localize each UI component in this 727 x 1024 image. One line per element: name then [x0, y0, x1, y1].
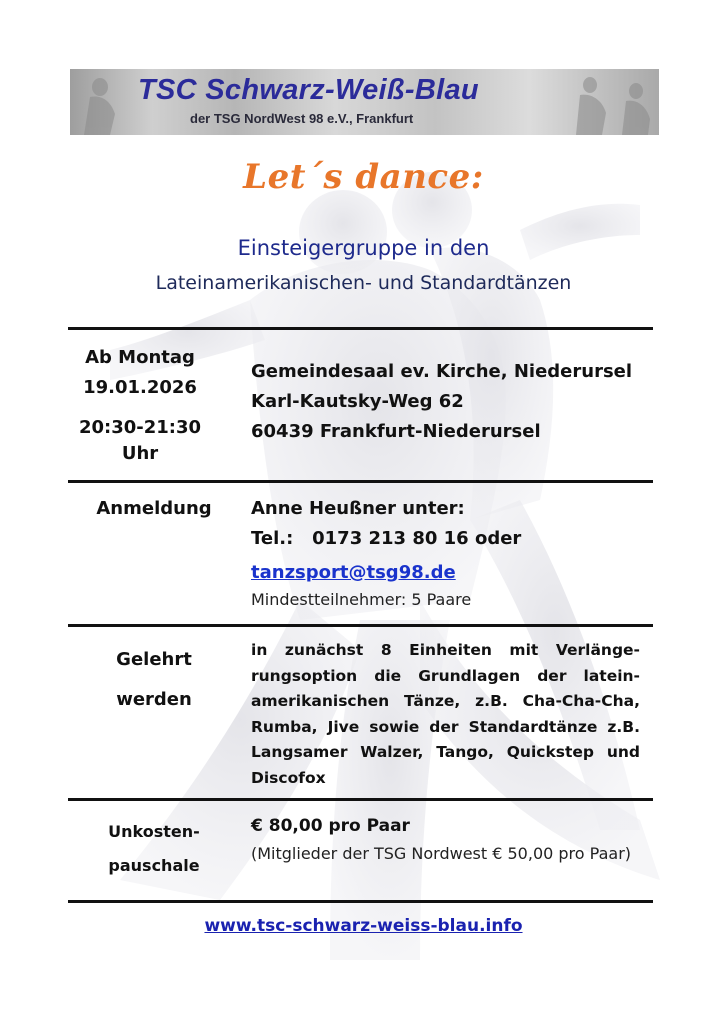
start-day: Ab Montag	[85, 347, 195, 368]
registration-label: Anmeldung	[96, 498, 212, 519]
course-title-line1: Einsteigergruppe in den	[237, 236, 490, 260]
location-city: 60439 Frankfurt-Niederursel	[251, 421, 541, 442]
start-date: 19.01.2026	[83, 377, 197, 398]
registration-details	[251, 494, 521, 612]
location-street: Karl-Kautsky-Weg 62	[251, 391, 464, 412]
time-range: 20:30-21:30	[78, 417, 202, 438]
taught-label-line1: Gelehrt	[116, 649, 192, 670]
divider	[68, 327, 653, 330]
fee-label-line2: pauschale	[108, 856, 200, 875]
member-fee-note: (Mitglieder der TSG Nordwest € 50,00 pro Paar)	[251, 844, 632, 863]
fee-label	[84, 815, 224, 883]
fee-details	[251, 811, 646, 866]
fee-price: € 80,00 pro Paar	[251, 816, 410, 836]
course-title-line2: Lateinamerikanischen- und Standardtänzen	[155, 272, 572, 294]
website-link[interactable]: www.tsc-schwarz-weiss-blau.info	[204, 916, 523, 936]
taught-label	[84, 640, 224, 720]
fee-label-line1: Unkosten-	[108, 822, 200, 841]
club-banner	[70, 69, 659, 135]
headline: Let´s dance:	[243, 157, 484, 197]
location	[251, 357, 632, 447]
schedule-label	[70, 346, 210, 466]
location-venue: Gemeindesaal ev. Kirche, Niederursel	[251, 361, 633, 382]
club-name: TSC Schwarz-Weiß-Blau	[138, 74, 479, 106]
club-affiliation: der TSG NordWest 98 e.V., Frankfurt	[190, 111, 414, 126]
divider	[68, 480, 653, 483]
contact-person: Anne Heußner unter:	[251, 498, 465, 519]
time-unit: Uhr	[121, 443, 159, 464]
phone-label: Tel.:	[251, 528, 294, 549]
divider	[68, 900, 653, 903]
divider	[68, 798, 653, 801]
divider	[68, 624, 653, 627]
phone-line	[251, 524, 521, 554]
phone-number: 0173 213 80 16 oder	[312, 528, 522, 549]
minimum-participants: Mindestteilnehmer: 5 Paare	[251, 590, 472, 609]
email-link[interactable]: tanzsport@tsg98.de	[251, 562, 456, 583]
course-content: in zunächst 8 Einheiten mit Verlänge-rungsoption die Grundlagen der latein-amerikanischen Tänze, z.B. Cha-Cha-Cha, Rumba, Jive sowie der Standardtänze z.B. Langsamer Walzer, Tango, Quickstep und Discofox	[251, 641, 640, 787]
taught-label-line2: werden	[116, 689, 192, 710]
